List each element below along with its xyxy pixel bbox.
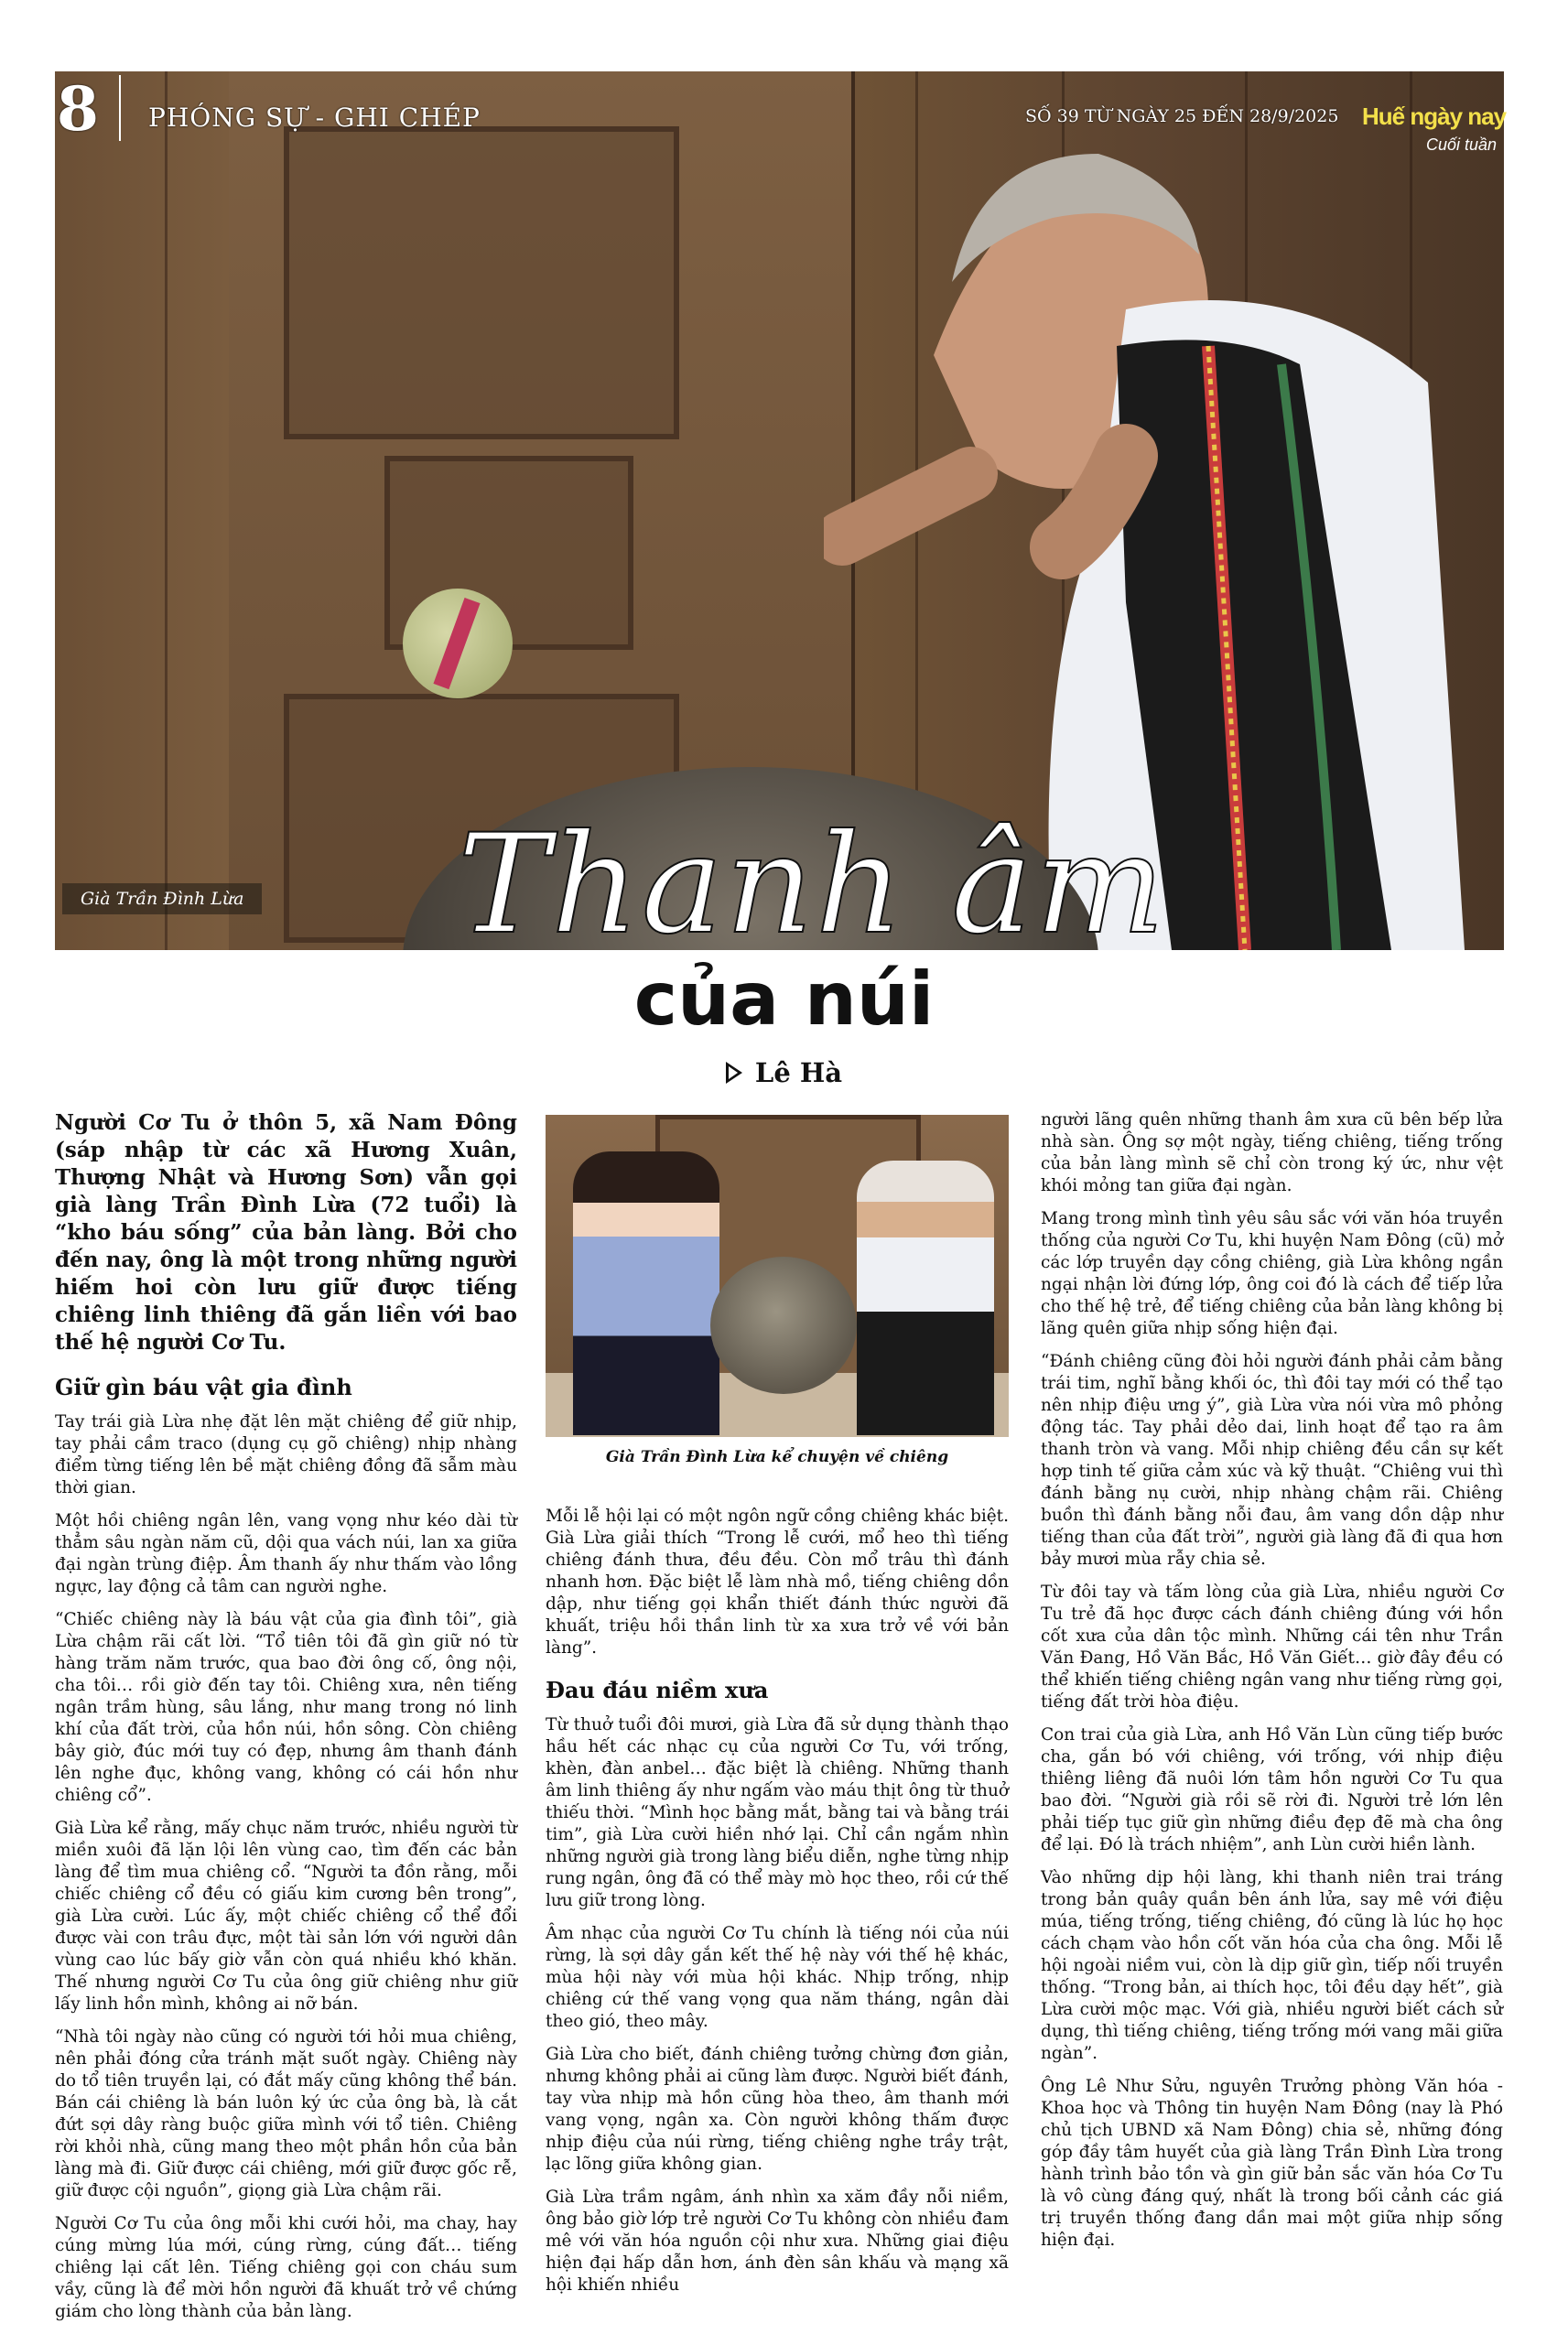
lead-paragraph: Người Cơ Tu ở thôn 5, xã Nam Đông (sáp nhập từ các xã Hương Xuân, Thượng Nhật và Hương Sơn) vẫn gọi già làng Trần Đình Lừa (72 tuổi) là “kho báu sống” của bản làng. Bởi cho đến nay, ông là một trong những người hiếm hoi còn lưu giữ được tiếng chiêng linh thiêng đã gắn liền với bao thế hệ người Cơ Tu. (55, 1110, 517, 1355)
paragraph: người lãng quên những thanh âm xưa cũ bên bếp lửa nhà sàn. Ông sợ một ngày, tiếng chiêng, tiếng trống của bản làng mình sẽ chỉ còn trong ký ức, như vệt khói mỏng tan giữa đại ngàn. (1041, 1110, 1503, 1195)
play-arrow-icon (726, 1062, 742, 1084)
section-title: PHÓNG SỰ - GHI CHÉP (148, 103, 481, 133)
author-byline (0, 1057, 1568, 1088)
paragraph: Con trai của già Lừa, anh Hồ Văn Lùn cũng tiếp bước cha, gắn bó với chiêng, với trống, với nhịp điệu thiêng liêng đã nuôi lớn tâm hồn người Cơ Tu qua bao đời. “Người già rồi sẽ rời đi. Người trẻ lớn lên phải tiếp tục giữ gìn những điều đẹp đẽ mà cha ông để lại. Đó là trách nhiệm”, anh Lùn cười hiền lành. (1041, 1725, 1503, 1854)
paragraph: Già Lừa cho biết, đánh chiêng tưởng chừng đơn giản, nhưng không phải ai cũng làm được. Người biết đánh, tay vừa nhịp mà hồn cũng hòa theo, âm thanh mới vang vọng, ngân xa. Còn người không thấm được nhịp điệu của núi rừng, tiếng chiêng nghe trầy trật, lạc lõng giữa không gian. (546, 2045, 1009, 2174)
gong-small (710, 1257, 857, 1394)
paragraph: Từ đôi tay và tấm lòng của già Lừa, nhiều người Cơ Tu trẻ đã học được cách đánh chiêng đúng với hồn cốt xưa của dân tộc mình. Những cái tên như Trần Văn Đang, Hồ Văn Bắc, Hồ Văn Giết… giờ đây đều có thể khiến tiếng chiêng ngân vang như tiếng rừng gọi, tiếng đất trời hòa điệu. (1041, 1583, 1503, 1712)
paragraph: Vào những dịp hội làng, khi thanh niên trai tráng trong bản quây quần bên ánh lửa, say mê với điệu múa, tiếng trống, tiếng chiêng, đó cũng là lúc họ học cách chạm vào hồn cốt văn hóa của cha ông. Mỗi lễ hội ngoài niềm vui, còn là dịp giữ gìn, tiếp nối truyền thống. “Trong bản, ai thích học, tôi đều dạy hết”, già Lừa cười mộc mạc. Với già, nhiều người biết cách sử dụng, thì tiếng chiêng, tiếng trống mới vang mãi giữa ngàn”. (1041, 1868, 1503, 2063)
paragraph: Ông Lê Như Sửu, nguyên Trưởng phòng Văn hóa - Khoa học và Thông tin huyện Nam Đông (nay là Phó chủ tịch UBND xã Nam Đông) chia sẻ, những đóng góp đầy tâm huyết của già làng Trần Đình Lừa trong hành trình bảo tồn và gìn giữ bản sắc văn hóa Cơ Tu là vô cùng đáng quý, nhất là trong bối cảnh các giá trị truyền thống đang dần mai một giữa nhịp sống hiện đại. (1041, 2077, 1503, 2250)
paragraph: “Đánh chiêng cũng đòi hỏi người đánh phải cảm bằng trái tim, nghĩ bằng khối óc, thì đôi tay mới có thể tạo nên nhịp điệu ưng ý”, già Lừa vừa nói vừa mô phỏng động tác. Tay phải dẻo dai, linh hoạt để tạo ra âm thanh tròn và vang. Mỗi nhịp chiêng đều cần sự kết hợp tinh tế giữa cảm xúc và kỹ thuật. “Chiêng vui thì đánh bằng nụ cười, nhịp nhàng chậm rãi. Chiêng buồn thì đánh bằng nỗi đau, âm vang dồn dập như tiếng than của đất trời”, người già làng đã đi qua hơn bảy mươi mùa rẫy chia sẻ. (1041, 1352, 1503, 1569)
elder-figure-small (857, 1161, 994, 1435)
brand-logo: Huế ngày nay (1362, 103, 1507, 130)
section-heading-2: Đau đáu niềm xưa (546, 1677, 769, 1703)
article-subtitle: của núi (633, 956, 935, 1042)
inset-photo (546, 1115, 1009, 1437)
author-name: Lê Hà (754, 1057, 843, 1088)
paragraph: Mang trong mình tình yêu sâu sắc với văn hóa truyền thống của người Cơ Tu, khi huyện Nam Đông (cũ) mở các lớp truyền dạy cồng chiêng, già Lừa không ngần ngại nhận lời đứng lớp, ông coi đó là cách để tiếp lửa cho thế hệ trẻ, để tiếng chiêng của bản làng không bị lãng quên giữa nhịp sống hiện đại. (1041, 1209, 1503, 1338)
inset-caption: Già Trần Đình Lừa kể chuyện về chiêng (605, 1448, 949, 1466)
issue-info: SỐ 39 TỪ NGÀY 25 ĐẾN 28/9/2025 (1025, 106, 1339, 126)
brand-logo-sub: Cuối tuần (1426, 135, 1498, 154)
column-3 (1041, 1109, 1503, 2263)
section-heading-1: Giữ gìn báu vật gia đình (55, 1374, 352, 1400)
header-divider (119, 75, 121, 141)
paragraph: Già Lừa trầm ngâm, ánh nhìn xa xăm đầy nỗi niềm, ông bảo giờ lớp trẻ người Cơ Tu không còn nhiều đam mê với văn hóa nguồn cội như xưa. Những giai điệu hiện đại hấp dẫn hơn, ánh đèn sân khấu và mạng xã hội khiến nhiều (546, 2188, 1009, 2295)
article-title: Thanh âm (458, 805, 1167, 965)
paragraph: “Nhà tôi ngày nào cũng có người tới hỏi mua chiêng, nên phải đóng cửa tránh mặt suốt ngày. Chiêng này do tổ tiên truyền lại, có đắt mấy cũng không thể bán. Bán cái chiêng là bán luôn ký ức của ông bà, là cắt đứt sợi dây ràng buộc giữa mình với tổ tiên. Chiêng rời khỏi nhà, cũng mang theo một phần hồn của bản làng mà đi. Giữ được cái chiêng, mới giữ được gốc rễ, giữ được cội nguồn”, giọng già Lừa chậm rãi. (55, 2027, 517, 2200)
paragraph: “Chiếc chiêng này là báu vật của gia đình tôi”, già Lừa chậm rãi cất lời. “Tổ tiên tôi đã gìn giữ nó từ hàng trăm năm trước, qua bao đời ông cố, ông nội, cha tôi… rồi giờ đến tay tôi. Chiêng xưa, nên tiếng ngân trầm hùng, sâu lắng, như mang trong nó linh khí của đất trời, của hồn núi, hồn sông. Còn chiêng bây giờ, đúc mới tuy có đẹp, nhưng âm thanh đánh lên nghe đục, không vang, không có cái hồn như chiêng cổ”. (55, 1610, 517, 1805)
paragraph: Mỗi lễ hội lại có một ngôn ngữ cồng chiêng khác biệt. Già Lừa giải thích “Trong lễ cưới, mổ heo thì tiếng chiêng đánh thưa, đều đều. Còn mổ trâu thì đánh nhanh hơn. Đặc biệt lễ làm nhà mồ, tiếng chiêng dồn dập, như tiếng gọi khẩn thiết đánh thức người đã khuất, triệu hồi thần linh từ xa xưa trở về với bản làng”. (546, 1507, 1009, 1658)
paragraph: Âm nhạc của người Cơ Tu chính là tiếng nói của núi rừng, là sợi dây gắn kết thế hệ này với thế hệ khác, mùa hội này với mùa hội khác. Nhịp trống, nhịp chiêng cứ thế vang vọng qua năm tháng, ngân dài theo gió, theo mây. (546, 1924, 1009, 2031)
paragraph: Già Lừa kể rằng, mấy chục năm trước, nhiều người từ miền xuôi đã lặn lội lên vùng cao, tìm đến các bản làng để tìm mua chiêng cổ. “Người ta đồn rằng, mỗi chiếc chiêng cổ đều có giấu kim cương bên trong”, già Lừa cười. Lúc ấy, một chiếc chiêng cổ thể đổi được vài con trâu đực, một tài sản lớn với người dân vùng cao lúc bấy giờ vẫn còn quá nhiều khó khăn. Thế nhưng người Cơ Tu của ông giữ chiêng như giữ lấy linh hồn mình, không ai nỡ bán. (55, 1819, 517, 2014)
paragraph: Tay trái già Lừa nhẹ đặt lên mặt chiêng để giữ nhịp, tay phải cầm traco (dụng cụ gõ chiêng) nhịp nhàng điểm từng tiếng lên bề mặt chiêng đồng đã sẫm màu thời gian. (55, 1412, 517, 1497)
column-2 (546, 1506, 1009, 2307)
hero-caption: Già Trần Đình Lừa (62, 883, 262, 914)
paragraph: Người Cơ Tu của ông mỗi khi cưới hỏi, ma chay, hay cúng mừng lúa mới, cúng rừng, cúng đất… tiếng chiêng lại cất lên. Tiếng chiêng gọi con cháu sum vầy, cũng là để mời hồn người đã khuất trở về chứng giám cho lòng thành của bản làng. (55, 2214, 517, 2321)
girl-figure (573, 1151, 719, 1435)
column-1 (55, 1109, 517, 2334)
page-number: 8 (57, 73, 99, 145)
paragraph: Từ thuở tuổi đôi mươi, già Lừa đã sử dụng thành thạo hầu hết các nhạc cụ của người Cơ Tu, với trống, khèn, đàn anbel… đặc biệt là chiêng. Những thanh âm linh thiêng ấy như ngấm vào máu thịt ông từ thuở thiếu thời. “Mình học bằng mắt, bằng tai và bằng trái tim”, già Lừa cười hiền nhớ lại. Chỉ cần ngắm nhìn những người già trong làng biểu diễn, nghe từng nhịp rung ngân, ông đã có thể mày mò học theo, rồi cứ thế lưu giữ trong lòng. (546, 1715, 1009, 1910)
paragraph: Một hồi chiêng ngân lên, vang vọng như kéo dài từ thẳm sâu ngàn năm cũ, dội qua vách núi, lan xa giữa đại ngàn trùng điệp. Âm thanh ấy như thấm vào lồng ngực, lay động cả tâm can người nghe. (55, 1511, 517, 1596)
